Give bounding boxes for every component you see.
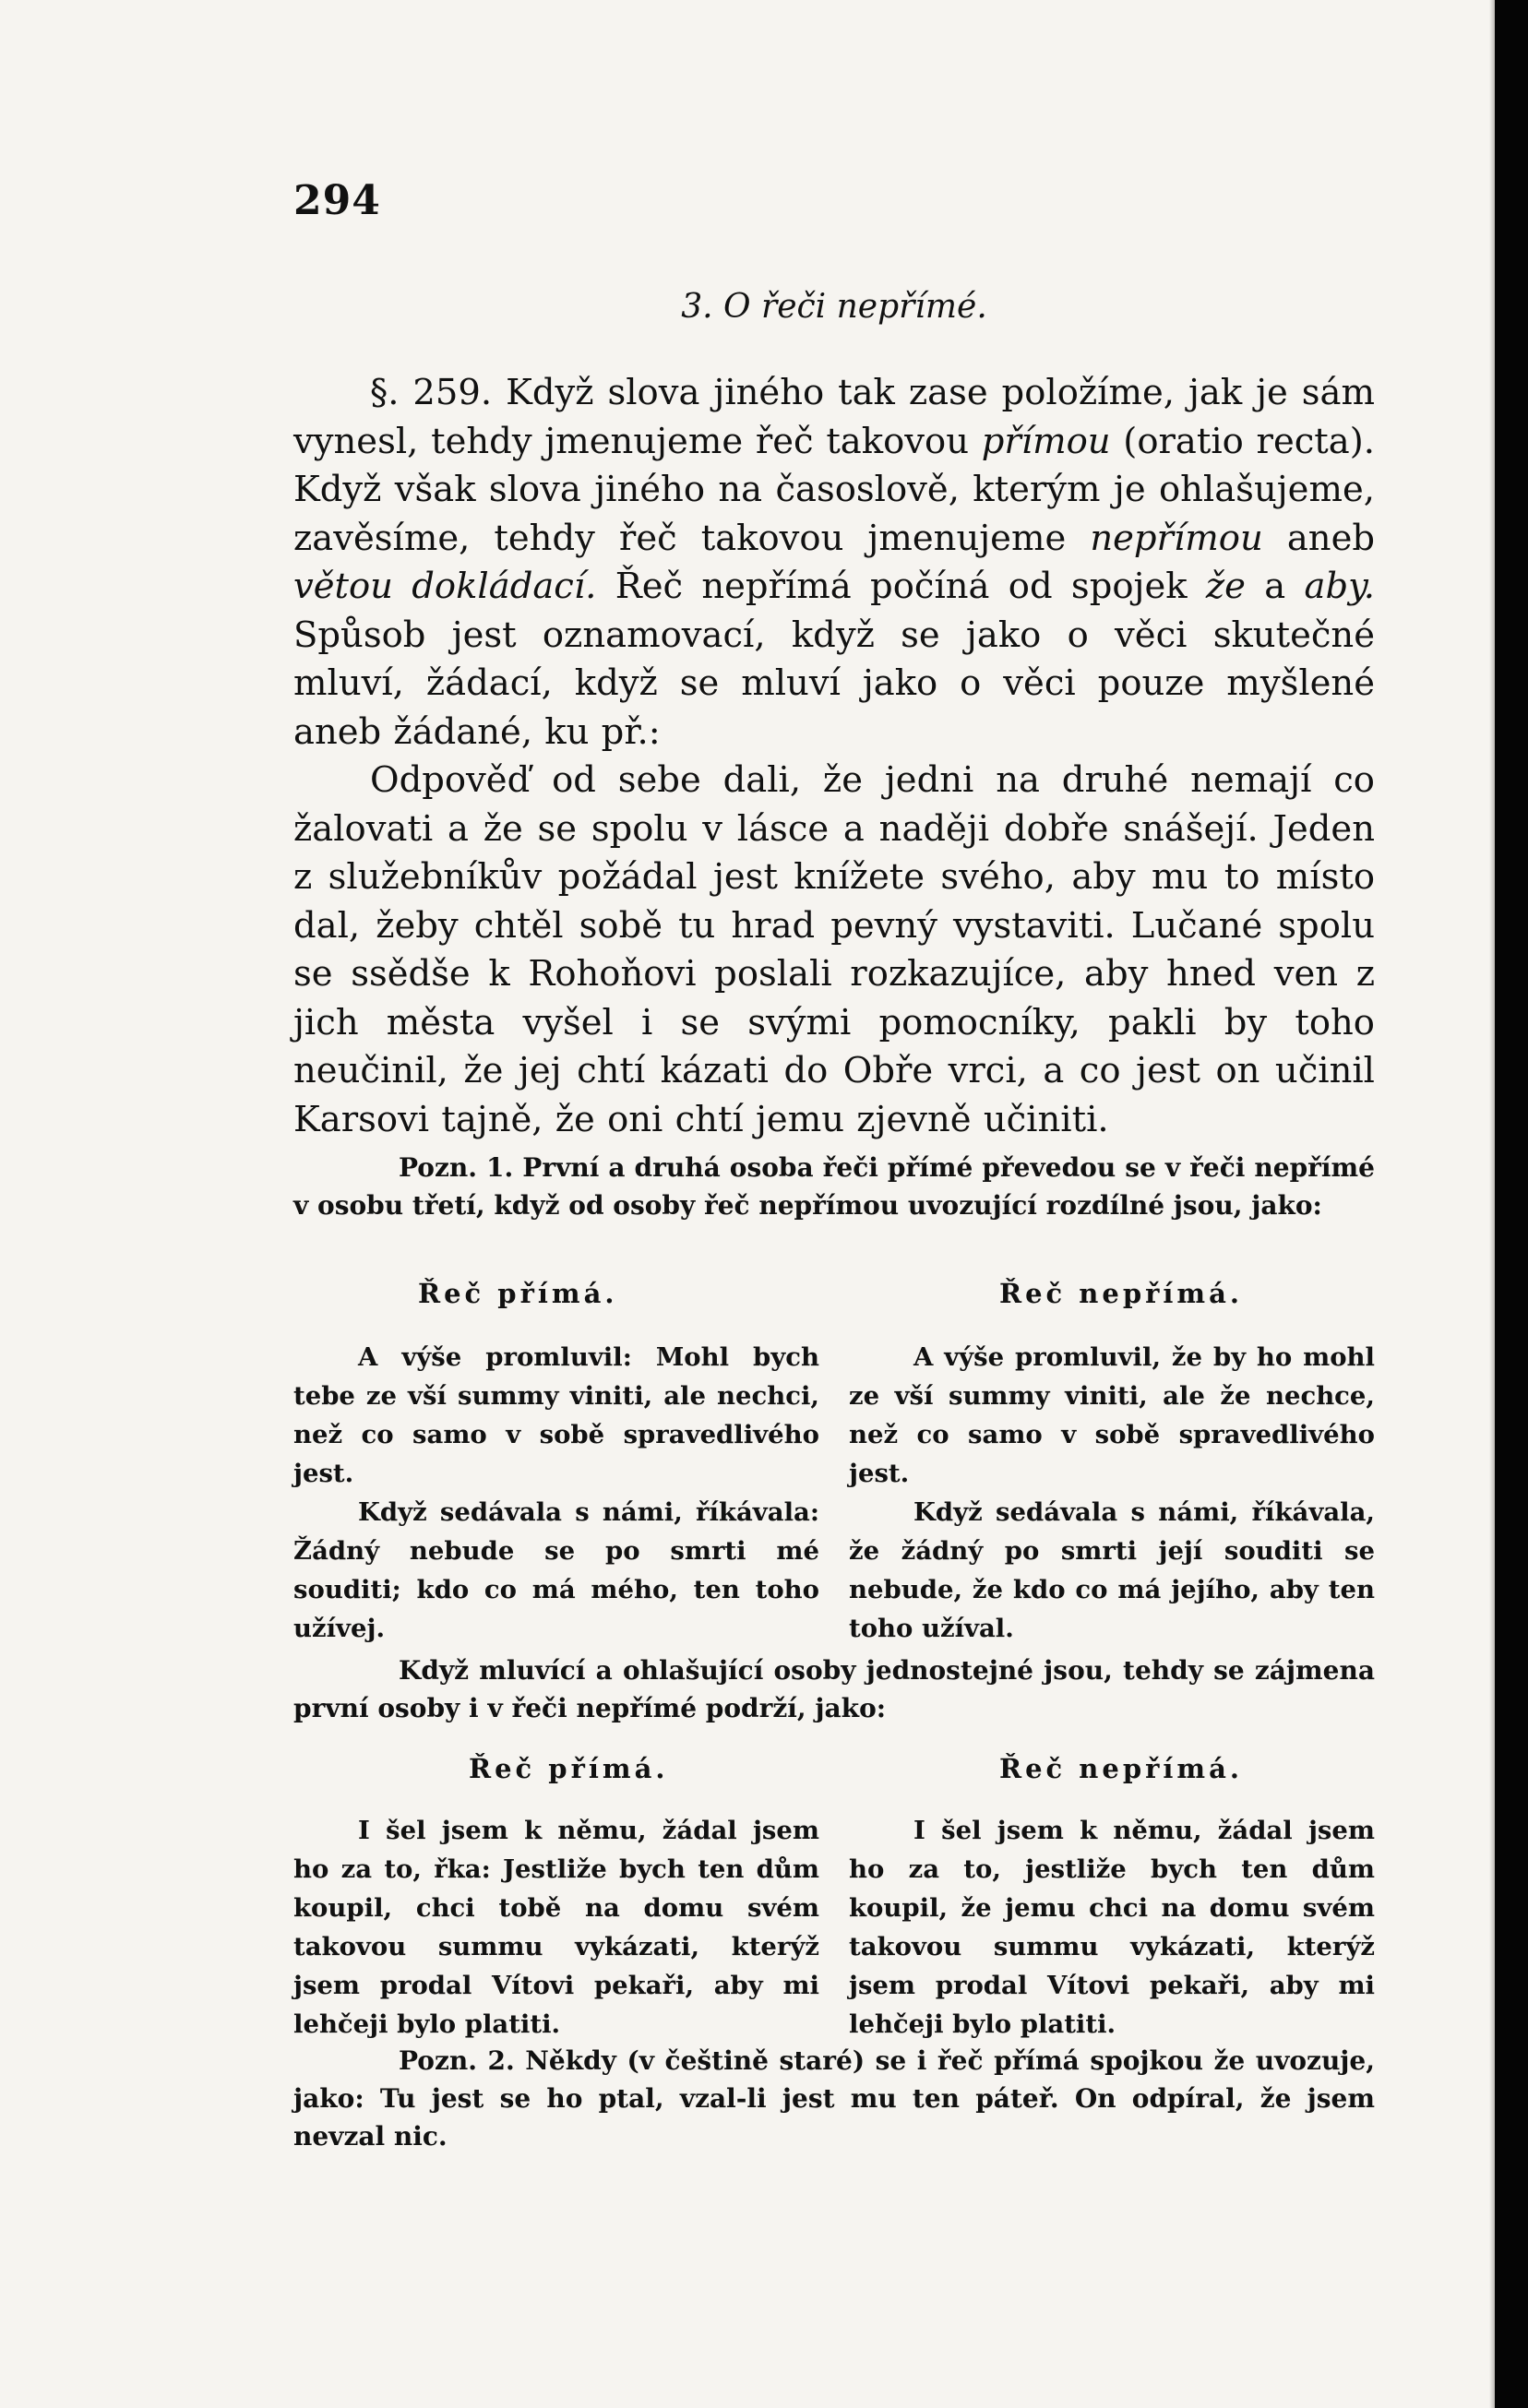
note-1: Pozn. 1. První a druhá osoba řeči přímé převedou se v řeči nepřímé v osobu třetí, když od osoby řeč nepřímou uvozující rozdílné jsou, jako:	[293, 1152, 1375, 1221]
term-aby: aby.	[1304, 566, 1375, 607]
example-indirect: A výše promluvil, že by ho mohl ze vší summy viniti, ale že nechce, než co samo v sobě spravedlivého jest.	[849, 1342, 1375, 1488]
table2-left-column	[293, 1811, 819, 2044]
text-run: Spůsob jest oznamovací, když se jako o věci skutečné mluví, žádací, když se mluví jako o věci pouze myšlené aneb žádané, ku př.:	[293, 614, 1375, 753]
note-2: Když mluvící a ohlašující osoby jednostejné jsou, tehdy se zájmena první osoby i v řeči nepřímé podrží, jako:	[293, 1655, 1375, 1723]
table2-right-column	[849, 1811, 1375, 2044]
scan-border	[1495, 0, 1528, 2408]
page-number: 294	[293, 177, 381, 224]
paragraph-259	[293, 369, 1375, 757]
text-run: §. 259. Když slova jiného tak zase položíme, jak je sám vynesl, tehdy jmenujeme řeč takovou	[293, 372, 1375, 462]
term-primou: přímou	[981, 420, 1111, 462]
table2-right-head: Řeč nepřímá.	[999, 1753, 1243, 1784]
example-indirect: I šel jsem k němu, žádal jsem ho za to, jestliže bych ten dům koupil, že jemu chci na domu svém takovou summu vykázati, kterýž jsem prodal Vítovi pekaři, aby mi lehčeji bylo platiti.	[849, 1816, 1375, 2039]
table2-left-head: Řeč přímá.	[469, 1753, 669, 1784]
term-vetou-dokladaci: větou dokládací.	[293, 566, 597, 607]
text-run: Řeč nepřímá počíná od spojek	[596, 566, 1206, 607]
example-indirect: Když sedávala s námi, říkávala, že žádný po smrti její souditi se nebude, že kdo co má jejího, aby ten toho užíval.	[849, 1497, 1375, 1643]
term-neprimou: nepřímou	[1090, 517, 1263, 559]
book-page	[293, 0, 1375, 2408]
table1-left-head: Řeč přímá.	[418, 1278, 618, 1309]
main-text	[293, 369, 1375, 1144]
example-direct: I šel jsem k němu, žádal jsem ho za to, řka: Jestliže bych ten dům koupil, chci tobě na domu svém takovou summu vykázati, kterýž jsem prodal Vítovi pekaři, aby mi lehčeji bylo platiti.	[293, 1816, 819, 2039]
table1-right-column	[849, 1338, 1375, 1648]
text-run: a	[1245, 566, 1305, 607]
example-paragraph: Odpověď od sebe dali, že jedni na druhé nemají co žalovati a že se spolu v lásce a naději dobře snášejí. Jeden z služebníkův požádal jest knížete svého, aby mu to místo dal, žeby chtěl sobě tu hrad pevný vystaviti. Lučané spolu se ssědše k Rohoňovi poslali rozkazujíce, aby hned ven z jich města vyšel i se svými pomocníky, pakli by toho neučinil, že jej chtí kázati do Obře vrci, a co jest on učinil Karsovi tajně, že oni chtí jemu zjevně učiniti.	[293, 759, 1375, 1140]
text-run: aneb	[1262, 517, 1375, 559]
table1-right-head: Řeč nepřímá.	[999, 1278, 1243, 1309]
section-title: 3. O řeči nepřímé.	[681, 288, 987, 326]
text-run: (oratio recta). Když však slova jiného na časoslově, kterým je ohlašujeme, zavěsíme, tehdy řeč takovou jmenujeme	[293, 420, 1375, 559]
example-direct: A výše promluvil: Mohl bych tebe ze vší summy viniti, ale nechci, než co samo v sobě spravedlivého jest.	[293, 1342, 819, 1488]
table1-left-column	[293, 1338, 819, 1648]
note-3: Pozn. 2. Někdy (v češtině staré) se i řeč přímá spojkou že uvozuje, jako: Tu jest se ho ptal, vzal-li jest mu ten páteř. On odpíral, že jsem nevzal nic.	[293, 2045, 1375, 2152]
term-ze: že	[1205, 566, 1246, 607]
example-direct: Když sedávala s námi, říkávala: Žádný nebude se po smrti mé souditi; kdo co má mého, ten toho užívej.	[293, 1497, 819, 1643]
